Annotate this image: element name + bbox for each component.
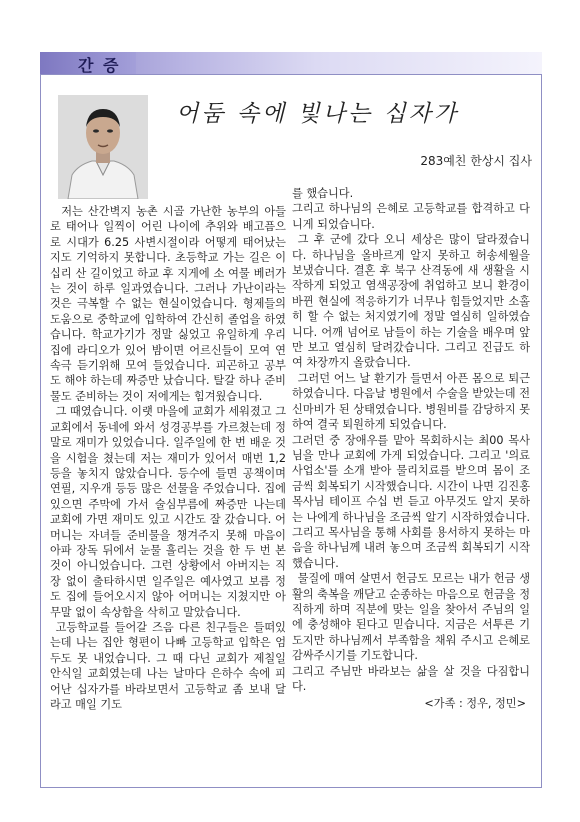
paragraph: 그리고 주님만 바라보는 삶을 살 것을 다짐합니다.: [292, 664, 530, 693]
author-photo: [58, 95, 148, 199]
paragraph: 를 했습니다.: [292, 187, 354, 200]
paragraph: 그리고 하나님의 은혜로 고등학교를 합격하고 다니게 되었습니다.: [292, 202, 530, 231]
article-column-left: [50, 204, 286, 712]
article-byline: 283예친 한상시 집사: [420, 154, 532, 168]
paragraph: 물질에 매여 살면서 헌금도 모르는 내가 헌금 생활의 축복을 깨닫고 순종하는 마음으로 헌금을 정직하게 하며 직분에 맞는 일을 찾아서 주님의 일에 충성해야 된다고 믿습니다. 지금은 서투른 기도지만 하나님께서 부족함을 채워 주시고 은혜로 감싸주시기를 기도합니다.: [292, 572, 530, 663]
article-title: 어둠 속에 빛나는 십자가: [176, 101, 460, 127]
article-column-right: [292, 186, 530, 712]
paragraph: 저는 산간벽지 농촌 시골 가난한 농부의 아들로 태어나 일찍이 어린 나이에 추위와 배고픔으로 시대가 6.25 사변시절이라 어떻게 태어났는지도 기억하지 못합니다. 초등학교 가는 길은 이십리 산 길이었고 하교 후 지게에 소 여물 베러가는 것이 하루 일과였습니다. 그러나 가난이라는 것은 극복할 수 없는 현실이었습니다. 형제들의 도움으로 중학교에 입학하여 간신히 졸업을 하였습니다. 학교가기가 정말 싫었고 유일하게 우리 집에 라디오가 있어 밤이면 어르신들이 모여 연속극 듣기위해 모여 들었습니다. 피곤하고 공부도 해야 하는데 짜증만 났습니다. 탈갈 하나 준비물도 준비하는 것이 저에게는 힘겨웠습니다.: [50, 205, 286, 403]
paragraph: 그 때였습니다. 이랫 마을에 교회가 세워졌고 그 교회에서 동네에 와서 성경공부를 가르쳤는데 정말로 재미가 있었습니다. 일주일에 한 번 배운 것을 시험을 쳤는데 저는 재미가 있어서 매번 1,2등을 놓치지 않았습니다. 등수에 들면 공책이며 연필, 지우개 등등 많은 선물을 주었습니다. 집에 있으면 주막에 가서 술심부름에 짜증만 나는데 교회에 가면 재미도 있고 시간도 잘 갔습니다. 어머니는 자녀들 준비물을 챙겨주지 못해 마음이 아파 장독 뒤에서 눈물 흘리는 것을 한 두 번 본 것이 아니었습니다. 그런 상황에서 아버지는 직장 없이 출타하시면 일주일은 예사였고 보름 정도 집에 들어오시지 않아 어머니는 지쳤지만 아무말 없이 속상함을 삭히고 말았습니다.: [50, 405, 286, 619]
paragraph: 그 후 군에 갔다 오니 세상은 많이 달라졌습니다. 하나님을 올바르게 알지 못하고 허송세월을 보냈습니다. 결혼 후 북구 산격동에 새 생활을 시작하게 되었고 염색공장에 취업하고 보니 환경이 바뀐 현실에 적응하기가 너무나 힘들었지만 소홀히 할 수 없는 처지였기에 정말 열심히 일하였습니다. 어깨 넘어로 남들이 하는 기술을 배우며 앞만 보고 열심히 달려갔습니다. 그리고 진급도 하여 차장까지 올랐습니다.: [292, 233, 530, 370]
paragraph: 고등학교를 들어갈 즈음 다른 친구들은 들떠있는데 나는 집안 형편이 나빠 고등학교 입학은 엄두도 못 내었습니다. 그 때 다닌 교회가 제칠일 안식일 교회였는데 나는 날마다 은하수 속에 피어난 십자가를 바라보면서 고등학교 좀 보내 달라고 매일 기도: [50, 620, 286, 711]
paragraph: 그러던 어느 날 환기가 들면서 아픈 몸으로 퇴근하였습니다. 다음날 병원에서 수술을 받았는데 전신마비가 된 상태였습니다. 병원비를 감당하지 못하여 결국 퇴원하게 되었습니다.: [292, 371, 530, 432]
paragraph: 그러던 중 장애우를 맡아 목회하시는 최00 목사님을 만나 교회에 가게 되었습니다. 그리고 '의료사업소'를 소개 받아 물리치료를 받으며 몸이 조금씩 회복되기 시작했습니다. 시간이 나면 김진홍 목사님 테이프 수십 번 듣고 아무것도 알지 못하는 나에게 하나님을 조금씩 알기 시작하였습니다. 그리고 목사님을 통해 사회를 용서하지 못하는 마음을 하나님께 내려 놓으며 조금씩 회복되기 시작했습니다.: [292, 433, 530, 570]
family-note: <가족 : 정우, 정민>: [424, 697, 526, 711]
section-label: 간 증: [78, 56, 121, 75]
